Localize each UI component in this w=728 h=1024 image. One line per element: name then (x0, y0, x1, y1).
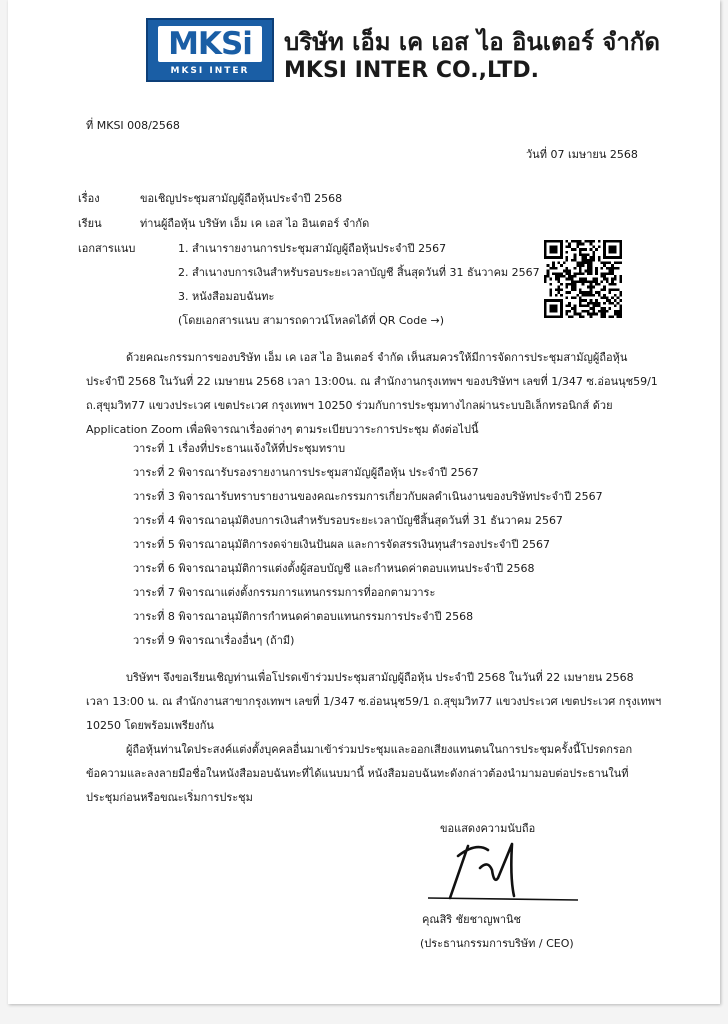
recipient: ท่านผู้ถือหุ้น บริษัท เอ็ม เค เอส ไอ อินเตอร์ จำกัด (140, 217, 370, 230)
attachment-item: 1. สำเนารายงานการประชุมสามัญผู้ถือหุ้นประจำปี 2567 (178, 242, 447, 255)
invitation-paragraph: บริษัทฯ จึงขอเรียนเชิญท่านเพื่อโปรดเข้าร่วมประชุมสามัญผู้ถือหุ้น ประจำปี 2568 ในวันที่ 22 เมษายน 2568 เวลา 13:00 น. ณ สำนักงานสาขากรุงเทพฯ เลขที่ 1/347 ซ.อ่อนนุช59/1 ถ.สุขุมวิท77 แขวงประเวศ เขตประเวศ กรุงเทพฯ 10250 โดยพร้อมเพรียงกัน (86, 671, 662, 732)
attachment-note: (โดยเอกสารแนบ สามารถดาวน์โหลดได้ที่ QR Code →) (178, 314, 445, 327)
proxy-paragraph: ผู้ถือหุ้นท่านใดประสงค์แต่งตั้งบุคคลอื่นมาเข้าร่วมประชุมและออกเสียงแทนตนในการประชุมครั้งนี้โปรดกรอก ข้อความและลงลายมือชื่อในหนังสือมอบฉันทะที่ได้แนบมานี้ หนังสือมอบฉันทะดังกล่าวต้องนำมามอบต่อประธานในที่ ประชุมก่อนหรือขณะเริ่มการประชุม (86, 743, 633, 804)
agenda-item: วาระที่ 8 พิจารณาอนุมัติการกำหนดค่าตอบแทนกรรมการประจำปี 2568 (133, 610, 474, 623)
signer-name: คุณสิริ ชัยชาญพานิช (422, 913, 522, 926)
to-label: เรียน (78, 217, 102, 230)
reference-number: ที่ MKSI 008/2568 (86, 119, 180, 132)
agenda-item: วาระที่ 5 พิจารณาอนุมัติการงดจ่ายเงินปันผล และการจัดสรรเงินทุนสำรองประจำปี 2567 (133, 538, 550, 551)
subject: ขอเชิญประชุมสามัญผู้ถือหุ้นประจำปี 2568 (140, 192, 343, 205)
letter-page (8, 0, 720, 1004)
agenda-item: วาระที่ 4 พิจารณาอนุมัติงบการเงินสำหรับรอบระยะเวลาบัญชีสิ้นสุดวันที่ 31 ธันวาคม 2567 (133, 514, 563, 527)
attachment-item: 2. สำเนางบการเงินสำหรับรอบระยะเวลาบัญชี สิ้นสุดวันที่ 31 ธันวาคม 2567 (178, 266, 540, 279)
qr-code-icon[interactable] (544, 240, 622, 318)
signer-title: (ประธานกรรมการบริษัท / CEO) (420, 937, 574, 950)
subject-label: เรื่อง (78, 192, 100, 205)
letter-date: วันที่ 07 เมษายน 2568 (526, 148, 638, 161)
agenda-item: วาระที่ 7 พิจารณาแต่งตั้งกรรมการแทนกรรมการที่ออกตามวาระ (133, 586, 436, 599)
company-name-thai: บริษัท เอ็ม เค เอส ไอ อินเตอร์ จำกัด (284, 28, 660, 56)
agenda-item: วาระที่ 6 พิจารณาอนุมัติการแต่งตั้งผู้สอบบัญชี และกำหนดค่าตอบแทนประจำปี 2568 (133, 562, 535, 575)
attachments-label: เอกสารแนบ (78, 242, 136, 255)
logo-text: MKSI INTER (170, 66, 250, 76)
intro-paragraph: ด้วยคณะกรรมการของบริษัท เอ็ม เค เอส ไอ อินเตอร์ จำกัด เห็นสมควรให้มีการจัดการประชุมสามัญผู้ถือหุ้น ประจำปี 2568 ในวันที่ 22 เมษายน 2568 เวลา 13:00น. ณ สำนักงานกรุงเทพฯ ของบริษัทฯ เลขที่ 1/347 ซ.อ่อนนุช59/1 ถ.สุขุมวิท77 แขวงประเวศ เขตประเวศ กรุงเทพฯ 10250 ร่วมกับการประชุมทางไกลผ่านระบบอิเล็กทรอนิกส์ ด้วย Application Zoom เพื่อพิจารณาเรื่องต่างๆ ตามระเบียบวาระการประชุม ดังต่อไปนี้ (86, 351, 658, 436)
company-logo (146, 18, 274, 82)
closing-salutation: ขอแสดงความนับถือ (440, 822, 536, 835)
agenda-item: วาระที่ 3 พิจารณารับทราบรายงานของคณะกรรมการเกี่ยวกับผลดำเนินงานของบริษัทประจำปี 2567 (133, 490, 603, 503)
agenda-list (133, 437, 603, 653)
agenda-item: วาระที่ 9 พิจารณาเรื่องอื่นๆ (ถ้ามี) (133, 634, 295, 647)
logo-mark: MKSi (158, 26, 262, 62)
agenda-item: วาระที่ 1 เรื่องที่ประธานแจ้งให้ที่ประชุมทราบ (133, 442, 346, 455)
attachment-item: 3. หนังสือมอบฉันทะ (178, 290, 275, 303)
company-name-english: MKSI INTER CO.,LTD. (284, 58, 539, 83)
agenda-item: วาระที่ 2 พิจารณารับรองรายงานการประชุมสามัญผู้ถือหุ้น ประจำปี 2567 (133, 466, 479, 479)
signature-icon (428, 838, 578, 904)
